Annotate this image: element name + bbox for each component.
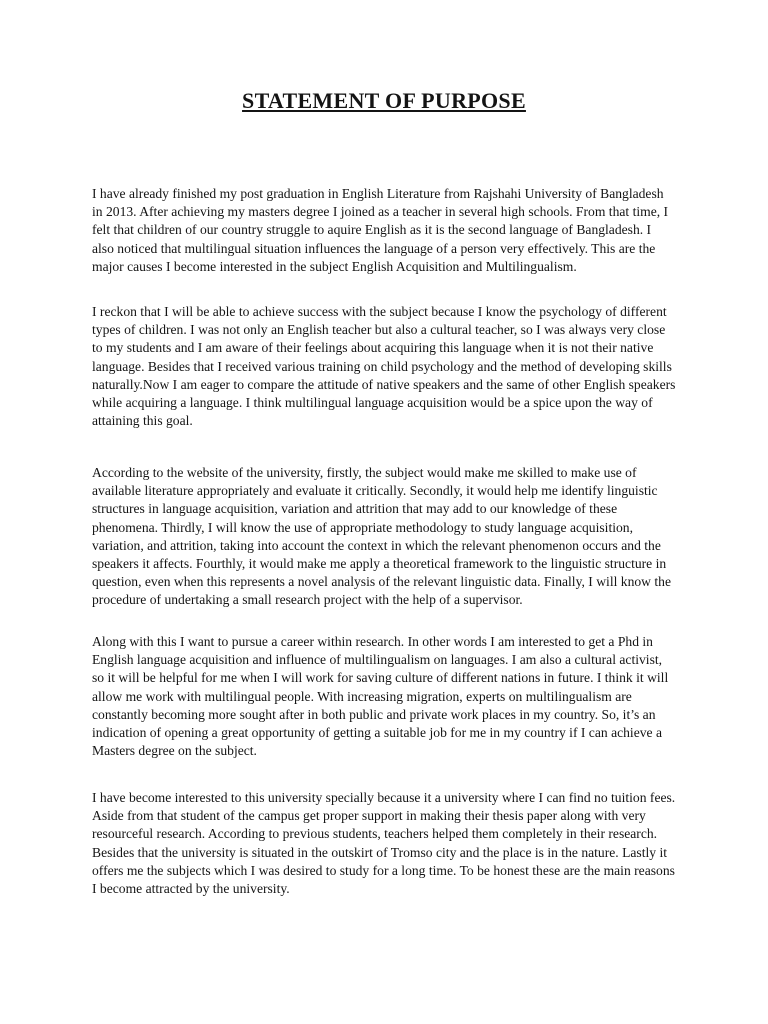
- document-title: STATEMENT OF PURPOSE: [242, 88, 526, 113]
- paragraph-education-background: I have already finished my post graduation in English Literature from Rajshahi University of Bangladesh in 2013. After achieving my masters degree I joined as a teacher in several high schools. From that time, I felt that children of our country struggle to aquire English as it is the second language of Bangladesh. I also noticed that multilingual situation influences the language of a person very effectively. This are the major causes I become interested in the subject English Acquisition and Multilingualism.: [92, 186, 669, 274]
- paragraph-child-psychology: I reckon that I will be able to achieve success with the subject because I know the psychology of different types of children. I was not only an English teacher but also a cultural teacher, so I was always very close to my students and I am aware of their feelings about acquiring this language when it is not their native language. Besides that I received various training on child psychology and the method of developing skills naturally.Now I am eager to compare the attitude of native speakers and the same of other English speakers while acquiring a language. I think multilingual language acquisition would be a spice upon the way of attaining this goal.: [92, 304, 676, 429]
- paragraph-course-outcomes: According to the website of the university, firstly, the subject would make me skilled to make use of available literature appropriately and evaluate it critically. Secondly, it would help me identify linguistic structures in language acquisition, variation and attrition that may add to our knowledge of these phenomena. Thirdly, I will know the use of appropriate methodology to study language acquisition, variation, and attrition, taking into account the context in which the relevant phenomenon occurs and the speakers it affects. Fourthly, it would make me apply a theoretical framework to the linguistic structure in question, even when this represents a novel analysis of the relevant linguistic data. Finally, I will know the procedure of undertaking a small research project with the help of a supervisor.: [92, 465, 671, 608]
- paragraph-career-goals: Along with this I want to pursue a career within research. In other words I am interested to get a Phd in English language acquisition and influence of multilingualism on languages. I am also a cultural activist, so it will be helpful for me when I will work for saving culture of different nations in future. I think it will allow me work with multilingual people. With increasing migration, experts on multilingualism are constantly becoming more sought after in both public and private work places in my country. So, it’s an indication of opening a great opportunity of getting a suitable job for me in my country if I can achieve a Masters degree on the subject.: [92, 634, 669, 759]
- paragraph-university-choice: I have become interested to this university specially because it a university where I can find no tuition fees. Aside from that student of the campus get proper support in making their thesis paper along with very resourceful research. According to previous students, teachers helped them completely in their research. Besides that the university is situated in the outskirt of Tromso city and the place is in the nature. Lastly it offers me the subjects which I was desired to study for a long time. To be honest these are the main reasons I become attracted by the university.: [92, 790, 676, 897]
